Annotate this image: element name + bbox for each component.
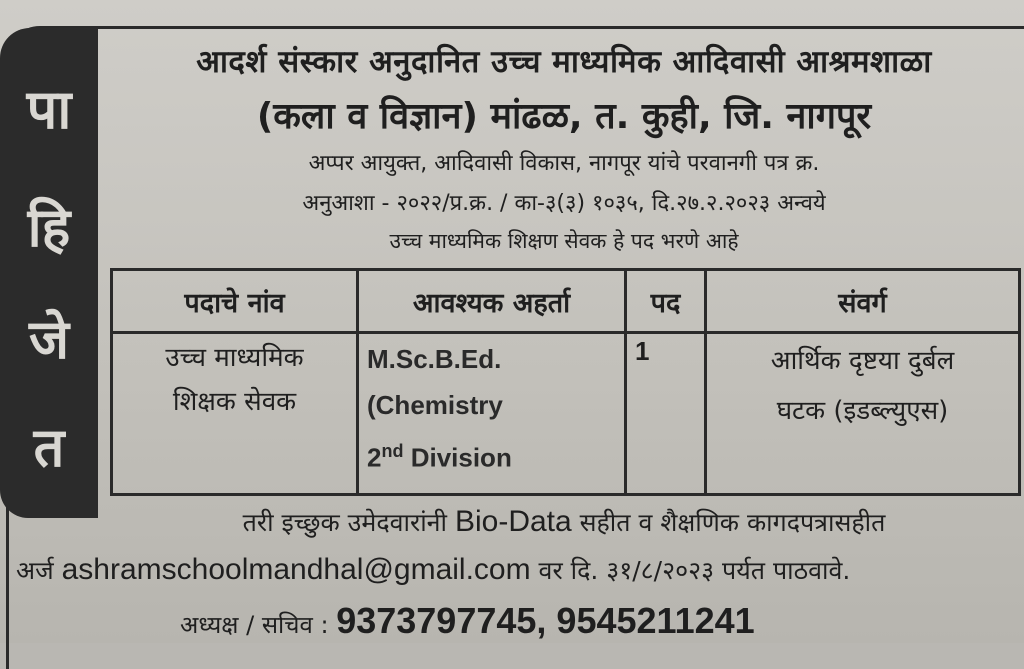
side-banner-char: पा xyxy=(26,78,72,141)
instruction-text: तरी इच्छुक उमेदवारांनी xyxy=(242,508,455,537)
column-header: पदाचे नांव xyxy=(112,270,358,333)
application-instruction xyxy=(104,505,1024,539)
qualification-cell xyxy=(358,333,626,495)
qualification-line: (Chemistry xyxy=(367,390,503,420)
permit-line-2: अनुआशा - २०२२/प्र.क्र. / का-३(३) १०३५, दि.२७.२.२०२३ अन्वये xyxy=(302,191,826,216)
school-name: आदर्श संस्कार अनुदानित उच्च माध्यमिक आदिवासी आश्रमशाळा xyxy=(196,44,932,80)
post-name-line: शिक्षक सेवक xyxy=(172,387,297,417)
column-header: संवर्ग xyxy=(706,270,1020,333)
post-name-cell xyxy=(112,333,358,495)
category-cell xyxy=(706,333,1020,495)
vacancy-table xyxy=(110,268,1021,496)
table-row xyxy=(112,333,1020,495)
table-header-row xyxy=(112,270,1020,333)
instruction-text: सहीत व शैक्षणिक कागदपत्रासहीत xyxy=(571,508,886,537)
qualification-line: M.Sc.B.Ed. xyxy=(367,344,502,374)
category-line: आर्थिक दृष्टया दुर्बल xyxy=(770,346,955,376)
permit-line-3: उच्च माध्यमिक शिक्षण सेवक हे पद भरणे आहे xyxy=(389,229,739,253)
ordinal-suffix: nd xyxy=(381,441,404,461)
side-banner xyxy=(0,28,98,518)
contact-label: अध्यक्ष / सचिव : xyxy=(180,611,337,639)
deadline-text: अर्ज xyxy=(16,556,62,585)
post-count-cell: 1 xyxy=(626,333,706,495)
phone-numbers: 9373797745, 9545211241 xyxy=(336,600,755,641)
column-header: आवश्यक अहर्ता xyxy=(358,270,626,333)
column-header: पद xyxy=(626,270,706,333)
side-banner-char: जे xyxy=(28,308,70,371)
bio-data-text: Bio-Data xyxy=(454,505,572,538)
deadline-text: वर दि. ३१/८/२०२३ पर्यत पाठवावे. xyxy=(530,556,851,585)
post-name-line: उच्च माध्यमिक xyxy=(165,343,304,373)
permit-line-1: अप्पर आयुक्त, आदिवासी विकास, नागपूर यांचे परवानगी पत्र क्र. xyxy=(308,151,820,176)
division-label: Division xyxy=(403,442,512,473)
contact-line xyxy=(180,600,980,642)
application-deadline xyxy=(16,553,1024,587)
category-line: घटक (इडब्ल्युएस) xyxy=(776,396,949,426)
division-number: 2 xyxy=(367,442,382,473)
email-address: ashramschoolmandhal@gmail.com xyxy=(61,553,531,586)
school-location: (कला व विज्ञान) मांढळ, त. कुही, जि. नागपूर xyxy=(256,96,872,137)
side-banner-char: त xyxy=(33,416,65,479)
qualification-line xyxy=(367,428,616,481)
side-banner-char: हि xyxy=(27,196,71,259)
